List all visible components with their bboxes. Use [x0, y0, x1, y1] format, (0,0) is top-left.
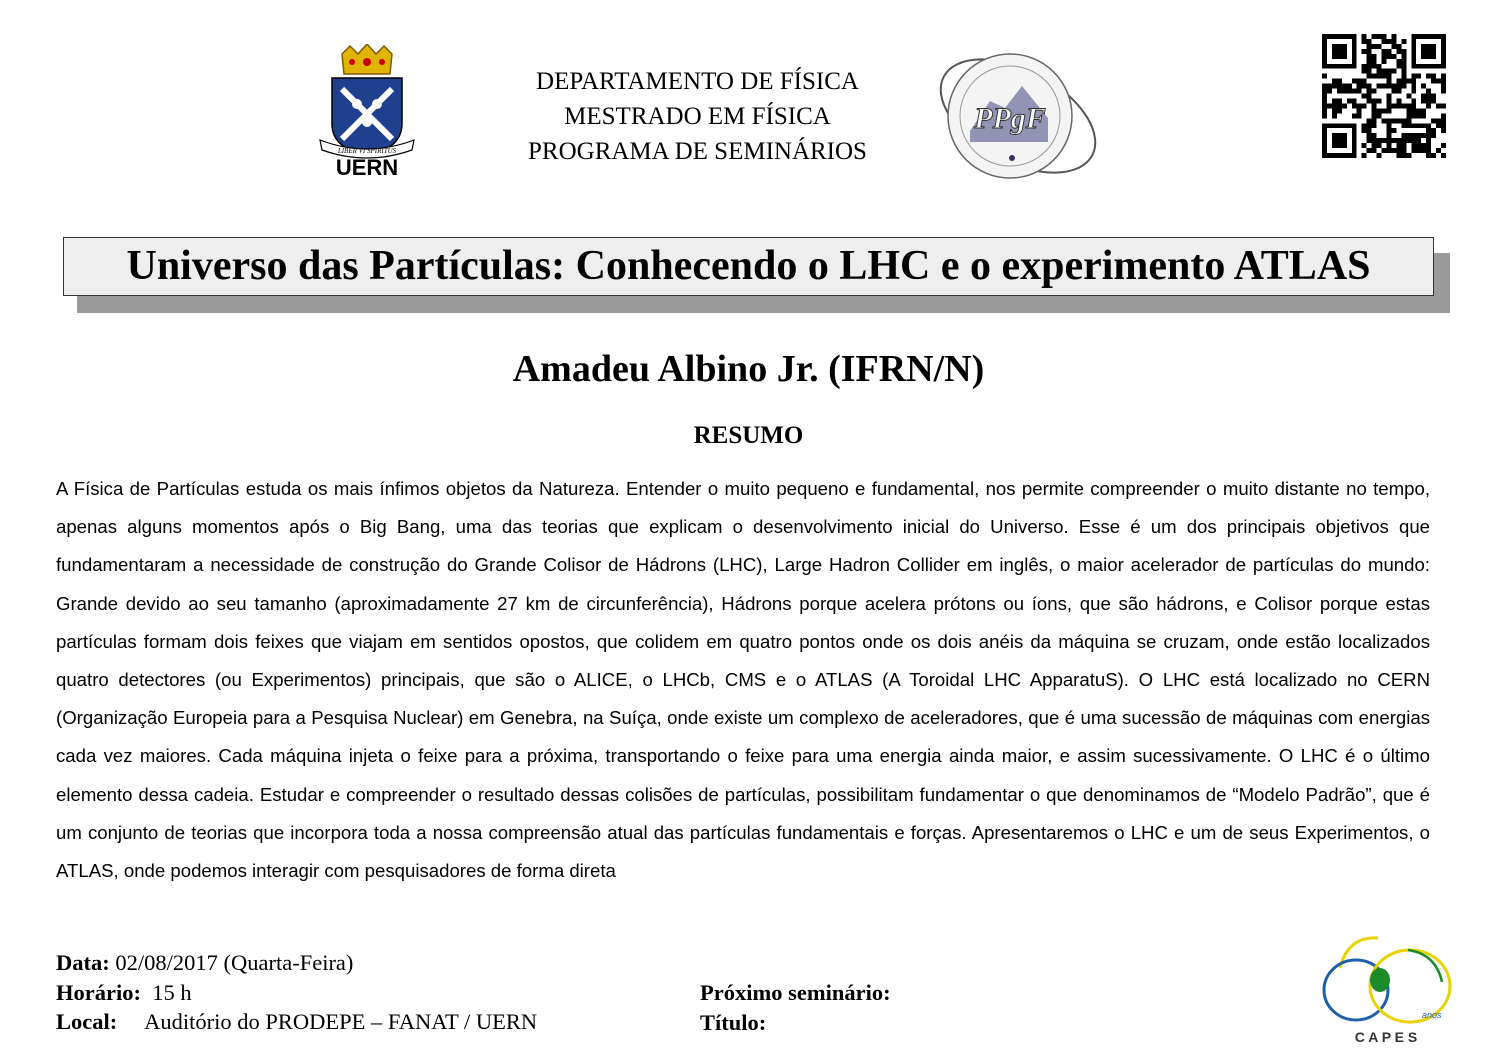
ppgf-logo-text: PPgF	[974, 102, 1046, 135]
capes-anos: anos	[1422, 1010, 1442, 1020]
place-label: Local:	[56, 1009, 118, 1034]
header-line-department: DEPARTAMENTO DE FÍSICA	[536, 68, 859, 95]
ppgf-logo	[930, 46, 1114, 186]
qr-code[interactable]	[1322, 34, 1446, 158]
time-value: 15 h	[140, 979, 192, 1005]
speaker-name: Amadeu Albino Jr. (IFRN/N)	[512, 348, 985, 390]
uern-logo	[312, 44, 422, 178]
abstract-text: A Física de Partículas estuda os mais ínfimos objetos da Natureza. Entender o muito pequeno e fundamental, nos permite compreender o muito distante no tempo, apenas alguns momentos após o Big Bang, uma das teorias que explicam o desenvolvimento inicial do Universo. Esse é um dos principais objetivos que fundamentaram a necessidade de construção do Grande Colisor de Hádrons (LHC), Large Hadron Collider em inglês, o maior acelerador de partículas do mundo: Grande devido ao seu tamanho (aproximadamente 27 km de circunferência), Hádrons porque acelera prótons ou íons, que são hádrons, e Colisor porque estas partículas formam dois feixes que viajam em sentidos opostos, que colidem em quatro pontos onde os dois anéis da máquina se cruzam, onde estão localizados quatro detectores (ou Experimentos) principais, que são o ALICE, o LHCb, CMS e o ATLAS (A Toroidal LHC ApparatuS). O LHC está localizado no CERN (Organização Europeia para a Pesquisa Nuclear) em Genebra, na Suíça, onde existe um complexo de aceleradores, que é uma sucessão de máquinas com energias cada vez maiores. Cada máquina injeta o feixe para a próxima, transportando o feixe para uma energia ainda maior, e assim sucessivamente. O LHC é o último elemento dessa cadeia. Estudar e compreender o resultado dessas colisões de partículas, possibilitam fundamentar o que denominamos de “Modelo Padrão”, que é um conjunto de teorias que incorpora toda a nossa compreensão atual das partículas fundamentais e forças. Apresentaremos o LHC e um de seus Experimentos, o ATLAS, onde podemos interagir com pesquisadores de forma direta	[56, 478, 1430, 882]
place-row	[56, 1007, 537, 1037]
institution-header	[470, 64, 925, 169]
time-label: Horário:	[56, 979, 141, 1005]
header-line-program: PROGRAMA DE SEMINÁRIOS	[528, 138, 867, 165]
next-seminar	[700, 978, 891, 1037]
abstract-heading: RESUMO	[693, 422, 804, 449]
date-label: Data:	[56, 950, 110, 975]
seminar-title: Universo das Partículas: Conhecendo o LHC e o experimento ATLAS	[63, 237, 1434, 296]
header-line-masters: MESTRADO EM FÍSICA	[564, 103, 831, 130]
place-value: Auditório do PRODEPE – FANAT / UERN	[117, 1009, 538, 1034]
capes-logo	[1318, 928, 1454, 1050]
uern-logo-text: UERN	[335, 155, 399, 178]
time-row	[56, 978, 537, 1008]
capes-text: C A P E S	[1354, 1029, 1418, 1045]
next-title-label: Título:	[700, 1009, 767, 1035]
date-value: 02/08/2017 (Quarta-Feira)	[109, 950, 354, 975]
next-seminar-label: Próximo seminário:	[700, 980, 891, 1005]
seminar-info	[56, 948, 537, 1037]
uern-motto: LIBER VI SPIRITUS	[337, 147, 397, 155]
date-row	[56, 948, 537, 978]
